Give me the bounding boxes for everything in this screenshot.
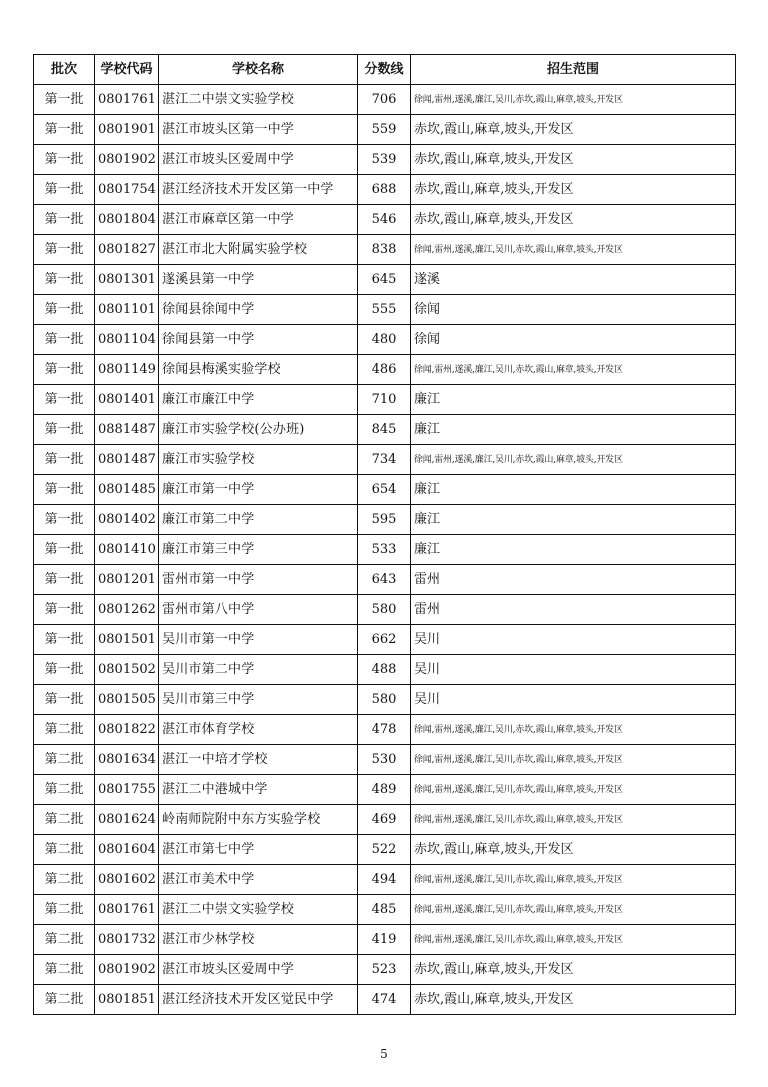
cell-batch: 第二批 [34, 775, 95, 805]
cell-score-line: 539 [358, 145, 411, 175]
cell-school-name: 遂溪县第一中学 [159, 265, 358, 295]
cell-school-name: 湛江市坡头区爱周中学 [159, 955, 358, 985]
cell-score-line: 480 [358, 325, 411, 355]
cell-school-code: 0801902 [95, 145, 159, 175]
cell-score-line: 845 [358, 415, 411, 445]
table-row [34, 85, 736, 115]
table-row [34, 535, 736, 565]
cell-school-code: 0801501 [95, 625, 159, 655]
cell-batch: 第一批 [34, 655, 95, 685]
cell-school-name: 吴川市第三中学 [159, 685, 358, 715]
table-row [34, 355, 736, 385]
cell-batch: 第二批 [34, 895, 95, 925]
table-row [34, 835, 736, 865]
cell-enrollment-range: 徐闻,雷州,遂溪,廉江,吴川,赤坎,霞山,麻章,坡头,开发区 [411, 445, 736, 475]
table-row [34, 325, 736, 355]
cell-score-line: 494 [358, 865, 411, 895]
cell-score-line: 486 [358, 355, 411, 385]
cell-school-name: 湛江市麻章区第一中学 [159, 205, 358, 235]
cell-school-name: 徐闻县第一中学 [159, 325, 358, 355]
cell-school-code: 0801410 [95, 535, 159, 565]
cell-enrollment-range: 徐闻,雷州,遂溪,廉江,吴川,赤坎,霞山,麻章,坡头,开发区 [411, 715, 736, 745]
table-row [34, 805, 736, 835]
cell-score-line: 580 [358, 685, 411, 715]
cell-score-line: 710 [358, 385, 411, 415]
table-row [34, 145, 736, 175]
cell-score-line: 555 [358, 295, 411, 325]
cell-enrollment-range: 遂溪 [411, 265, 736, 295]
table-row [34, 445, 736, 475]
cell-school-code: 0801301 [95, 265, 159, 295]
cell-enrollment-range: 廉江 [411, 535, 736, 565]
cell-batch: 第一批 [34, 355, 95, 385]
cell-enrollment-range: 徐闻,雷州,遂溪,廉江,吴川,赤坎,霞山,麻章,坡头,开发区 [411, 805, 736, 835]
cell-school-code: 0801804 [95, 205, 159, 235]
cell-batch: 第二批 [34, 745, 95, 775]
cell-school-name: 湛江经济技术开发区第一中学 [159, 175, 358, 205]
cell-batch: 第一批 [34, 475, 95, 505]
cell-enrollment-range: 雷州 [411, 565, 736, 595]
cell-school-name: 廉江市实验学校 [159, 445, 358, 475]
cell-school-code: 0801401 [95, 385, 159, 415]
cell-school-name: 湛江二中港城中学 [159, 775, 358, 805]
cell-enrollment-range: 赤坎,霞山,麻章,坡头,开发区 [411, 835, 736, 865]
cell-score-line: 643 [358, 565, 411, 595]
cell-batch: 第一批 [34, 265, 95, 295]
cell-batch: 第一批 [34, 445, 95, 475]
cell-enrollment-range: 赤坎,霞山,麻章,坡头,开发区 [411, 115, 736, 145]
cell-enrollment-range: 徐闻,雷州,遂溪,廉江,吴川,赤坎,霞山,麻章,坡头,开发区 [411, 745, 736, 775]
cell-school-code: 0801149 [95, 355, 159, 385]
header-row [34, 55, 736, 85]
cell-school-code: 0801822 [95, 715, 159, 745]
table-row [34, 595, 736, 625]
cell-school-name: 湛江市坡头区第一中学 [159, 115, 358, 145]
cell-enrollment-range: 徐闻 [411, 295, 736, 325]
cell-enrollment-range: 廉江 [411, 505, 736, 535]
cell-score-line: 530 [358, 745, 411, 775]
cell-school-name: 廉江市第三中学 [159, 535, 358, 565]
cell-score-line: 478 [358, 715, 411, 745]
cell-school-name: 雷州市第八中学 [159, 595, 358, 625]
cell-school-name: 廉江市实验学校(公办班) [159, 415, 358, 445]
table-row [34, 565, 736, 595]
cell-batch: 第二批 [34, 865, 95, 895]
cell-school-code: 0801827 [95, 235, 159, 265]
cell-enrollment-range: 赤坎,霞山,麻章,坡头,开发区 [411, 205, 736, 235]
header-score-line: 分数线 [358, 55, 411, 85]
cell-score-line: 559 [358, 115, 411, 145]
cell-batch: 第一批 [34, 535, 95, 565]
cell-school-code: 0801604 [95, 835, 159, 865]
table-row [34, 115, 736, 145]
header-enrollment-range: 招生范围 [411, 55, 736, 85]
cell-batch: 第二批 [34, 715, 95, 745]
cell-school-code: 0801602 [95, 865, 159, 895]
table-row [34, 505, 736, 535]
cell-school-code: 0801902 [95, 955, 159, 985]
cell-school-name: 湛江市美术中学 [159, 865, 358, 895]
cell-school-name: 吴川市第二中学 [159, 655, 358, 685]
table-row [34, 895, 736, 925]
cell-school-name: 廉江市第一中学 [159, 475, 358, 505]
cell-score-line: 533 [358, 535, 411, 565]
cell-school-name: 湛江经济技术开发区觉民中学 [159, 985, 358, 1015]
table-row [34, 175, 736, 205]
table-row [34, 625, 736, 655]
cell-school-name: 徐闻县徐闻中学 [159, 295, 358, 325]
cell-batch: 第二批 [34, 835, 95, 865]
cell-enrollment-range: 吴川 [411, 685, 736, 715]
table-row [34, 385, 736, 415]
cell-school-name: 湛江一中培才学校 [159, 745, 358, 775]
cell-score-line: 645 [358, 265, 411, 295]
cell-batch: 第二批 [34, 925, 95, 955]
cell-school-name: 湛江市北大附属实验学校 [159, 235, 358, 265]
table-row [34, 865, 736, 895]
cell-school-code: 0801755 [95, 775, 159, 805]
table-body [34, 85, 736, 1015]
cell-score-line: 522 [358, 835, 411, 865]
cell-school-code: 0801104 [95, 325, 159, 355]
cell-enrollment-range: 廉江 [411, 475, 736, 505]
cell-school-code: 0801201 [95, 565, 159, 595]
cell-school-name: 湛江市第七中学 [159, 835, 358, 865]
cell-batch: 第一批 [34, 565, 95, 595]
cell-batch: 第二批 [34, 985, 95, 1015]
cell-score-line: 580 [358, 595, 411, 625]
cell-batch: 第一批 [34, 145, 95, 175]
cell-school-code: 0881487 [95, 415, 159, 445]
table-row [34, 205, 736, 235]
cell-enrollment-range: 吴川 [411, 655, 736, 685]
cell-school-name: 湛江市坡头区爱周中学 [159, 145, 358, 175]
cell-enrollment-range: 徐闻,雷州,遂溪,廉江,吴川,赤坎,霞山,麻章,坡头,开发区 [411, 925, 736, 955]
cell-school-name: 湛江二中崇文实验学校 [159, 85, 358, 115]
cell-school-code: 0801901 [95, 115, 159, 145]
cell-school-name: 吴川市第一中学 [159, 625, 358, 655]
cell-score-line: 688 [358, 175, 411, 205]
cell-batch: 第一批 [34, 235, 95, 265]
cell-score-line: 489 [358, 775, 411, 805]
cell-score-line: 474 [358, 985, 411, 1015]
cell-school-code: 0801754 [95, 175, 159, 205]
cell-score-line: 419 [358, 925, 411, 955]
cell-enrollment-range: 雷州 [411, 595, 736, 625]
cell-batch: 第一批 [34, 85, 95, 115]
cell-school-code: 0801851 [95, 985, 159, 1015]
cell-score-line: 595 [358, 505, 411, 535]
cell-school-code: 0801761 [95, 85, 159, 115]
cell-school-code: 0801732 [95, 925, 159, 955]
cell-enrollment-range: 赤坎,霞山,麻章,坡头,开发区 [411, 955, 736, 985]
table-row [34, 265, 736, 295]
cell-batch: 第一批 [34, 115, 95, 145]
cell-score-line: 706 [358, 85, 411, 115]
cell-score-line: 485 [358, 895, 411, 925]
table-row [34, 925, 736, 955]
table-row [34, 415, 736, 445]
cell-batch: 第一批 [34, 325, 95, 355]
cell-school-code: 0801634 [95, 745, 159, 775]
cell-school-code: 0801485 [95, 475, 159, 505]
table-row [34, 775, 736, 805]
table-row [34, 655, 736, 685]
cell-enrollment-range: 赤坎,霞山,麻章,坡头,开发区 [411, 145, 736, 175]
cell-batch: 第一批 [34, 295, 95, 325]
cell-school-name: 雷州市第一中学 [159, 565, 358, 595]
cell-batch: 第一批 [34, 625, 95, 655]
cell-batch: 第二批 [34, 955, 95, 985]
table-row [34, 745, 736, 775]
table-row [34, 235, 736, 265]
cell-school-code: 0801487 [95, 445, 159, 475]
cell-score-line: 734 [358, 445, 411, 475]
cell-batch: 第二批 [34, 805, 95, 835]
cell-school-code: 0801402 [95, 505, 159, 535]
cell-school-name: 湛江市少林学校 [159, 925, 358, 955]
cell-enrollment-range: 徐闻,雷州,遂溪,廉江,吴川,赤坎,霞山,麻章,坡头,开发区 [411, 775, 736, 805]
cell-school-name: 湛江市体育学校 [159, 715, 358, 745]
cell-enrollment-range: 徐闻,雷州,遂溪,廉江,吴川,赤坎,霞山,麻章,坡头,开发区 [411, 865, 736, 895]
cell-batch: 第一批 [34, 685, 95, 715]
cell-batch: 第一批 [34, 595, 95, 625]
cell-score-line: 469 [358, 805, 411, 835]
cell-enrollment-range: 赤坎,霞山,麻章,坡头,开发区 [411, 985, 736, 1015]
table-row [34, 475, 736, 505]
header-batch: 批次 [34, 55, 95, 85]
page-number: 5 [380, 1047, 388, 1061]
table-row [34, 295, 736, 325]
table-row [34, 685, 736, 715]
cell-enrollment-range: 徐闻,雷州,遂溪,廉江,吴川,赤坎,霞山,麻章,坡头,开发区 [411, 85, 736, 115]
cell-school-code: 0801761 [95, 895, 159, 925]
cell-batch: 第一批 [34, 415, 95, 445]
cell-score-line: 488 [358, 655, 411, 685]
cell-score-line: 838 [358, 235, 411, 265]
header-school-code: 学校代码 [95, 55, 159, 85]
cell-school-code: 0801505 [95, 685, 159, 715]
cell-school-code: 0801262 [95, 595, 159, 625]
header-school-name: 学校名称 [159, 55, 358, 85]
cell-school-name: 徐闻县梅溪实验学校 [159, 355, 358, 385]
cell-school-code: 0801101 [95, 295, 159, 325]
cell-school-name: 湛江二中崇文实验学校 [159, 895, 358, 925]
cell-school-name: 廉江市廉江中学 [159, 385, 358, 415]
cell-enrollment-range: 吴川 [411, 625, 736, 655]
cell-enrollment-range: 徐闻,雷州,遂溪,廉江,吴川,赤坎,霞山,麻章,坡头,开发区 [411, 235, 736, 265]
table-row [34, 715, 736, 745]
cell-batch: 第一批 [34, 385, 95, 415]
admissions-table [33, 54, 736, 1015]
cell-enrollment-range: 廉江 [411, 415, 736, 445]
table-header [34, 55, 736, 85]
cell-score-line: 654 [358, 475, 411, 505]
cell-enrollment-range: 赤坎,霞山,麻章,坡头,开发区 [411, 175, 736, 205]
cell-school-name: 岭南师院附中东方实验学校 [159, 805, 358, 835]
cell-school-code: 0801502 [95, 655, 159, 685]
cell-score-line: 662 [358, 625, 411, 655]
cell-enrollment-range: 徐闻,雷州,遂溪,廉江,吴川,赤坎,霞山,麻章,坡头,开发区 [411, 355, 736, 385]
cell-enrollment-range: 徐闻,雷州,遂溪,廉江,吴川,赤坎,霞山,麻章,坡头,开发区 [411, 895, 736, 925]
table-row [34, 985, 736, 1015]
cell-school-name: 廉江市第二中学 [159, 505, 358, 535]
cell-batch: 第一批 [34, 175, 95, 205]
cell-batch: 第一批 [34, 205, 95, 235]
cell-enrollment-range: 廉江 [411, 385, 736, 415]
cell-enrollment-range: 徐闻 [411, 325, 736, 355]
table-row [34, 955, 736, 985]
cell-batch: 第一批 [34, 505, 95, 535]
cell-score-line: 523 [358, 955, 411, 985]
cell-school-code: 0801624 [95, 805, 159, 835]
cell-score-line: 546 [358, 205, 411, 235]
